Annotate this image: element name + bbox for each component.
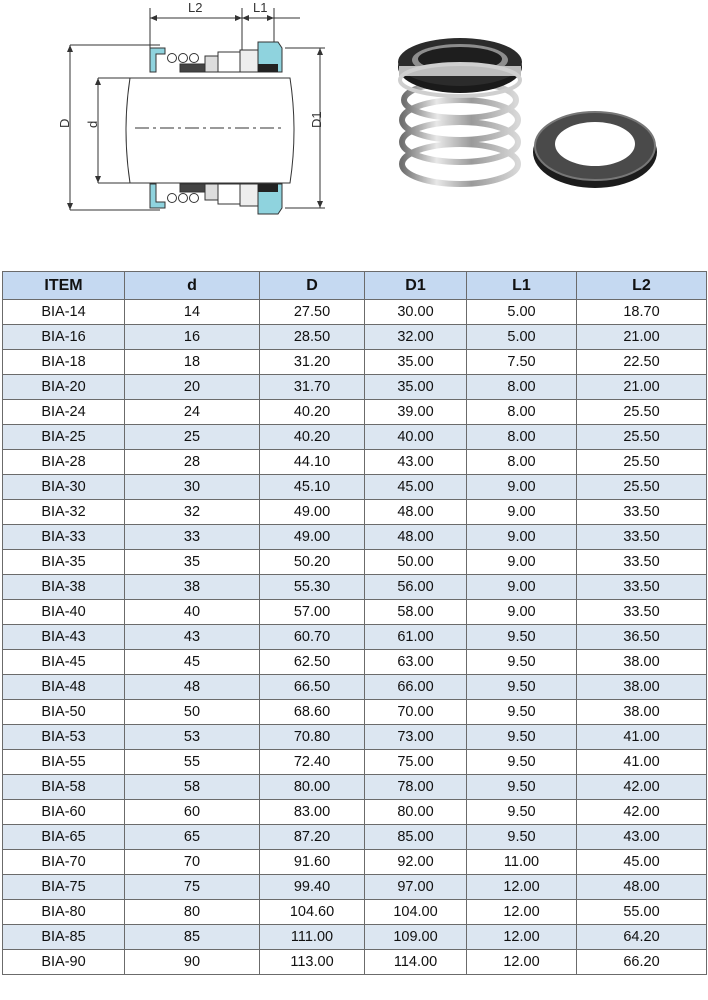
cell-d1: 97.00	[365, 875, 467, 900]
table-row	[3, 575, 707, 600]
cell-l1: 11.00	[467, 850, 577, 875]
cell-l2: 42.00	[577, 775, 707, 800]
top-seal-section	[150, 42, 282, 72]
cell-l2: 38.00	[577, 650, 707, 675]
column-header-l2: L2	[577, 272, 707, 300]
cell-d-outer: 62.50	[260, 650, 365, 675]
cell-item: BIA-40	[3, 600, 125, 625]
table-row	[3, 925, 707, 950]
table-row	[3, 300, 707, 325]
cell-item: BIA-60	[3, 800, 125, 825]
cell-d: 60	[125, 800, 260, 825]
cell-l2: 33.50	[577, 575, 707, 600]
cell-d1: 114.00	[365, 950, 467, 975]
cell-item: BIA-43	[3, 625, 125, 650]
cell-l2: 38.00	[577, 675, 707, 700]
cross-section-drawing	[40, 0, 340, 225]
cell-d: 70	[125, 850, 260, 875]
cell-item: BIA-35	[3, 550, 125, 575]
cell-d: 20	[125, 375, 260, 400]
cell-item: BIA-50	[3, 700, 125, 725]
label-l1: L1	[253, 0, 268, 15]
table-row	[3, 775, 707, 800]
label-d1: D1	[309, 111, 324, 128]
cell-item: BIA-18	[3, 350, 125, 375]
table-row	[3, 675, 707, 700]
cell-l1: 9.00	[467, 500, 577, 525]
table-row	[3, 950, 707, 975]
cell-l2: 42.00	[577, 800, 707, 825]
cell-item: BIA-16	[3, 325, 125, 350]
cell-l2: 41.00	[577, 750, 707, 775]
cell-l1: 8.00	[467, 400, 577, 425]
cell-d1: 32.00	[365, 325, 467, 350]
cell-d1: 30.00	[365, 300, 467, 325]
label-d-outer: D	[57, 118, 72, 128]
cell-item: BIA-28	[3, 450, 125, 475]
cell-l2: 22.50	[577, 350, 707, 375]
cell-l1: 9.00	[467, 525, 577, 550]
cell-d-outer: 49.00	[260, 525, 365, 550]
column-header-item: ITEM	[3, 272, 125, 300]
table-row	[3, 625, 707, 650]
product-figure	[0, 0, 708, 265]
cell-d1: 58.00	[365, 600, 467, 625]
cell-d-outer: 31.20	[260, 350, 365, 375]
cell-l1: 8.00	[467, 375, 577, 400]
cell-d: 40	[125, 600, 260, 625]
table-row	[3, 375, 707, 400]
cell-l2: 45.00	[577, 850, 707, 875]
cell-d: 75	[125, 875, 260, 900]
column-header-l1: L1	[467, 272, 577, 300]
cell-d: 33	[125, 525, 260, 550]
cell-l2: 48.00	[577, 875, 707, 900]
cell-d: 14	[125, 300, 260, 325]
cell-d: 43	[125, 625, 260, 650]
cell-d-outer: 91.60	[260, 850, 365, 875]
cell-l1: 12.00	[467, 900, 577, 925]
table-row	[3, 900, 707, 925]
cell-d: 18	[125, 350, 260, 375]
cell-d1: 35.00	[365, 375, 467, 400]
table-row	[3, 450, 707, 475]
cell-l2: 25.50	[577, 425, 707, 450]
cell-l2: 21.00	[577, 325, 707, 350]
cell-item: BIA-33	[3, 525, 125, 550]
cell-item: BIA-75	[3, 875, 125, 900]
table-row	[3, 475, 707, 500]
cell-d-outer: 113.00	[260, 950, 365, 975]
cell-item: BIA-65	[3, 825, 125, 850]
cell-d-outer: 31.70	[260, 375, 365, 400]
table-row	[3, 325, 707, 350]
cell-d: 48	[125, 675, 260, 700]
cell-d1: 75.00	[365, 750, 467, 775]
cell-d-outer: 87.20	[260, 825, 365, 850]
cell-d: 45	[125, 650, 260, 675]
cell-d-outer: 57.00	[260, 600, 365, 625]
table-row	[3, 350, 707, 375]
cell-d-outer: 40.20	[260, 400, 365, 425]
label-d-shaft: d	[85, 120, 100, 128]
table-row	[3, 550, 707, 575]
cell-l1: 9.00	[467, 600, 577, 625]
cell-item: BIA-30	[3, 475, 125, 500]
cell-d: 55	[125, 750, 260, 775]
cell-l2: 55.00	[577, 900, 707, 925]
cell-d1: 43.00	[365, 450, 467, 475]
cell-item: BIA-14	[3, 300, 125, 325]
cell-l2: 41.00	[577, 725, 707, 750]
cell-d: 50	[125, 700, 260, 725]
cell-item: BIA-55	[3, 750, 125, 775]
cell-l1: 5.00	[467, 300, 577, 325]
cell-item: BIA-45	[3, 650, 125, 675]
cell-d1: 109.00	[365, 925, 467, 950]
cell-item: BIA-48	[3, 675, 125, 700]
cell-d1: 85.00	[365, 825, 467, 850]
cell-d1: 66.00	[365, 675, 467, 700]
cell-d: 24	[125, 400, 260, 425]
cell-item: BIA-80	[3, 900, 125, 925]
cell-l1: 9.00	[467, 575, 577, 600]
cell-d: 35	[125, 550, 260, 575]
cell-l2: 33.50	[577, 500, 707, 525]
cell-l2: 43.00	[577, 825, 707, 850]
cell-d-outer: 66.50	[260, 675, 365, 700]
cell-l1: 9.00	[467, 475, 577, 500]
cell-d: 30	[125, 475, 260, 500]
cell-d: 90	[125, 950, 260, 975]
cell-d-outer: 50.20	[260, 550, 365, 575]
cell-d1: 104.00	[365, 900, 467, 925]
table-row	[3, 425, 707, 450]
cell-l1: 5.00	[467, 325, 577, 350]
cell-d-outer: 49.00	[260, 500, 365, 525]
product-photo	[385, 22, 665, 202]
cell-item: BIA-70	[3, 850, 125, 875]
cell-d-outer: 60.70	[260, 625, 365, 650]
cell-l1: 9.50	[467, 725, 577, 750]
table-row	[3, 825, 707, 850]
cell-l2: 25.50	[577, 450, 707, 475]
cell-d: 80	[125, 900, 260, 925]
cell-item: BIA-38	[3, 575, 125, 600]
table-row	[3, 800, 707, 825]
table-row	[3, 650, 707, 675]
cell-d-outer: 40.20	[260, 425, 365, 450]
cell-l2: 64.20	[577, 925, 707, 950]
cell-l1: 9.50	[467, 700, 577, 725]
cell-l1: 9.50	[467, 750, 577, 775]
table-body	[3, 300, 707, 975]
cell-l1: 8.00	[467, 450, 577, 475]
column-header-d1: D1	[365, 272, 467, 300]
cell-d-outer: 111.00	[260, 925, 365, 950]
cell-d-outer: 104.60	[260, 900, 365, 925]
table-row	[3, 600, 707, 625]
cell-item: BIA-90	[3, 950, 125, 975]
cell-d: 38	[125, 575, 260, 600]
seat-ring-icon	[533, 112, 657, 188]
cell-d1: 63.00	[365, 650, 467, 675]
cell-item: BIA-53	[3, 725, 125, 750]
cell-d-outer: 70.80	[260, 725, 365, 750]
cell-d1: 70.00	[365, 700, 467, 725]
cell-d: 85	[125, 925, 260, 950]
cell-l1: 9.50	[467, 800, 577, 825]
cell-item: BIA-25	[3, 425, 125, 450]
cell-d1: 40.00	[365, 425, 467, 450]
cell-d-outer: 27.50	[260, 300, 365, 325]
cell-item: BIA-58	[3, 775, 125, 800]
cell-l1: 9.50	[467, 775, 577, 800]
cell-l1: 9.50	[467, 650, 577, 675]
cell-item: BIA-85	[3, 925, 125, 950]
table-row	[3, 875, 707, 900]
table-row	[3, 750, 707, 775]
cell-d1: 92.00	[365, 850, 467, 875]
cell-l2: 21.00	[577, 375, 707, 400]
table-row	[3, 400, 707, 425]
cell-l2: 25.50	[577, 400, 707, 425]
table-row	[3, 500, 707, 525]
label-l2: L2	[188, 0, 203, 15]
cell-d: 53	[125, 725, 260, 750]
cell-l1: 12.00	[467, 950, 577, 975]
cell-l2: 38.00	[577, 700, 707, 725]
cell-d1: 35.00	[365, 350, 467, 375]
cell-l1: 12.00	[467, 875, 577, 900]
cell-d-outer: 28.50	[260, 325, 365, 350]
cell-d-outer: 55.30	[260, 575, 365, 600]
column-header-d: d	[125, 272, 260, 300]
cell-l1: 9.50	[467, 625, 577, 650]
cell-d1: 80.00	[365, 800, 467, 825]
cell-d1: 56.00	[365, 575, 467, 600]
cell-d: 25	[125, 425, 260, 450]
cell-l2: 33.50	[577, 600, 707, 625]
cell-d-outer: 45.10	[260, 475, 365, 500]
cell-l1: 7.50	[467, 350, 577, 375]
column-header-d: D	[260, 272, 365, 300]
table-row	[3, 725, 707, 750]
table-row	[3, 525, 707, 550]
cell-l2: 36.50	[577, 625, 707, 650]
cell-d-outer: 83.00	[260, 800, 365, 825]
cell-l2: 18.70	[577, 300, 707, 325]
cell-d1: 50.00	[365, 550, 467, 575]
cell-d-outer: 44.10	[260, 450, 365, 475]
cell-d: 65	[125, 825, 260, 850]
cell-l2: 25.50	[577, 475, 707, 500]
cell-d1: 48.00	[365, 525, 467, 550]
table-row	[3, 700, 707, 725]
cell-l1: 9.00	[467, 550, 577, 575]
cell-d: 58	[125, 775, 260, 800]
cell-l2: 66.20	[577, 950, 707, 975]
cell-d1: 78.00	[365, 775, 467, 800]
cell-d-outer: 68.60	[260, 700, 365, 725]
shaft-outline	[126, 78, 294, 183]
cell-d-outer: 72.40	[260, 750, 365, 775]
cell-l2: 33.50	[577, 525, 707, 550]
cell-d-outer: 80.00	[260, 775, 365, 800]
cell-d: 16	[125, 325, 260, 350]
cell-d1: 48.00	[365, 500, 467, 525]
bottom-seal-section	[150, 184, 282, 214]
cell-d-outer: 99.40	[260, 875, 365, 900]
cell-l1: 9.50	[467, 675, 577, 700]
cell-l1: 12.00	[467, 925, 577, 950]
cell-item: BIA-20	[3, 375, 125, 400]
cell-d1: 39.00	[365, 400, 467, 425]
cell-d1: 61.00	[365, 625, 467, 650]
cell-l1: 9.50	[467, 825, 577, 850]
cell-d1: 73.00	[365, 725, 467, 750]
cell-item: BIA-32	[3, 500, 125, 525]
cell-d1: 45.00	[365, 475, 467, 500]
table-header-row	[3, 272, 707, 300]
specification-table	[2, 271, 707, 975]
cell-l2: 33.50	[577, 550, 707, 575]
cell-d: 32	[125, 500, 260, 525]
cell-item: BIA-24	[3, 400, 125, 425]
cell-d: 28	[125, 450, 260, 475]
cell-l1: 8.00	[467, 425, 577, 450]
table-row	[3, 850, 707, 875]
